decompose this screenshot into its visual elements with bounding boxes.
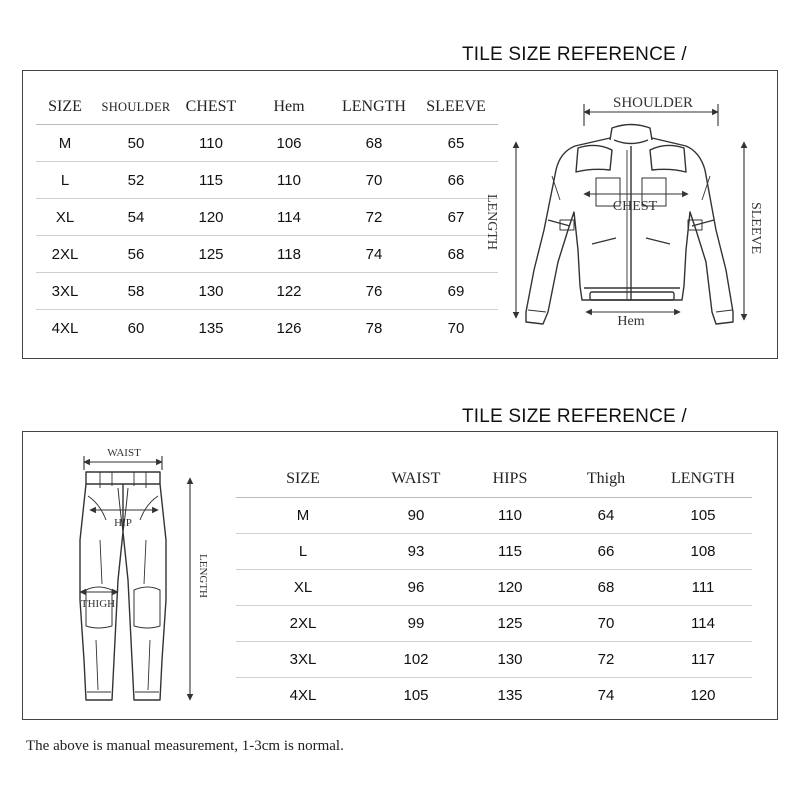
sleeve-cell: 66 — [414, 162, 498, 199]
pants-col-thigh: Thigh — [558, 461, 654, 498]
waist-cell: 96 — [370, 570, 462, 606]
thigh-cell: 68 — [558, 570, 654, 606]
hip-label: HIP — [114, 517, 132, 529]
table-row — [36, 125, 498, 162]
jacket-table-header-row — [36, 90, 498, 125]
shoulder-cell: 52 — [94, 162, 178, 199]
table-row — [36, 236, 498, 273]
size-cell: L — [36, 162, 94, 199]
hips-cell: 135 — [497, 687, 523, 704]
length-cell: 74 — [334, 236, 414, 273]
hem-cell: 110 — [244, 162, 334, 199]
waist-cell: 102 — [370, 642, 462, 678]
length-cell: 120 — [690, 687, 716, 704]
chest-cell: 115 — [178, 162, 244, 199]
hem-cell: 114 — [244, 199, 334, 236]
length-cell: 108 — [654, 534, 752, 570]
table-row — [236, 606, 752, 642]
sleeve-cell: 65 — [414, 125, 498, 162]
sleeve-cell: 70 — [447, 319, 465, 337]
sleeve-cell: 69 — [414, 273, 498, 310]
thigh-label: THIGH — [80, 598, 116, 610]
length-cell: 117 — [654, 642, 752, 678]
jacket-col-hem: Hem — [244, 90, 334, 125]
jacket-col-shoulder: SHOULDER — [94, 90, 178, 125]
chest-cell: 125 — [178, 236, 244, 273]
length-cell: 76 — [334, 273, 414, 310]
size-cell: XL — [236, 570, 370, 606]
table-row — [236, 498, 752, 534]
thigh-cell: 74 — [597, 687, 615, 704]
pants-heading: TILE SIZE REFERENCE / — [462, 406, 687, 427]
table-row — [36, 310, 498, 347]
size-cell: 4XL — [289, 687, 317, 704]
jacket-heading: TILE SIZE REFERENCE / — [462, 44, 687, 65]
hem-cell: 106 — [244, 125, 334, 162]
hips-cell: 115 — [462, 534, 558, 570]
table-row — [36, 199, 498, 236]
length-cell: 105 — [654, 498, 752, 534]
length-cell: 114 — [654, 606, 752, 642]
thigh-cell: 64 — [558, 498, 654, 534]
pants-col-length: LENGTH — [654, 461, 752, 498]
table-row — [36, 162, 498, 199]
waist-cell: 99 — [370, 606, 462, 642]
size-cell: 4XL — [51, 319, 79, 337]
chest-label: CHEST — [612, 199, 658, 214]
waist-cell: 90 — [370, 498, 462, 534]
length-cell: 72 — [334, 199, 414, 236]
table-row — [236, 678, 752, 714]
sleeve-cell: 68 — [414, 236, 498, 273]
hem-cell: 122 — [244, 273, 334, 310]
shoulder-cell: 50 — [94, 125, 178, 162]
size-cell: L — [236, 534, 370, 570]
length-cell: 78 — [365, 319, 383, 337]
size-cell: 2XL — [236, 606, 370, 642]
measurement-footnote: The above is manual measurement, 1-3cm is normal. — [26, 738, 344, 754]
jacket-diagram — [470, 80, 775, 352]
table-row — [236, 534, 752, 570]
shoulder-cell: 56 — [94, 236, 178, 273]
sleeve-label: SLEEVE — [748, 201, 763, 255]
hem-cell: 118 — [244, 236, 334, 273]
jacket-col-size: SIZE — [36, 90, 94, 125]
shoulder-cell: 60 — [127, 319, 145, 337]
jacket-size-table — [36, 90, 498, 346]
thigh-cell: 72 — [558, 642, 654, 678]
hips-cell: 110 — [462, 498, 558, 534]
jacket-col-sleeve: SLEEVE — [414, 90, 498, 125]
size-cell: 2XL — [36, 236, 94, 273]
hips-cell: 125 — [462, 606, 558, 642]
size-cell: XL — [36, 199, 94, 236]
length-label: LENGTH — [197, 554, 209, 598]
jacket-outline-icon — [526, 125, 733, 325]
table-row — [36, 273, 498, 310]
chest-cell: 135 — [198, 319, 224, 337]
jacket-col-length: LENGTH — [334, 90, 414, 125]
pants-col-hips: HIPS — [462, 461, 558, 498]
hem-cell: 126 — [276, 319, 302, 337]
chest-cell: 110 — [178, 125, 244, 162]
table-row — [236, 570, 752, 606]
thigh-cell: 66 — [558, 534, 654, 570]
hips-cell: 130 — [462, 642, 558, 678]
size-cell: M — [236, 498, 370, 534]
pants-diagram — [40, 440, 230, 715]
shoulder-label: SHOULDER — [612, 95, 694, 111]
hips-cell: 120 — [462, 570, 558, 606]
pants-table-header-row — [236, 461, 752, 498]
pants-outline-icon — [80, 472, 166, 700]
length-label: LENGTH — [484, 194, 499, 250]
chest-cell: 120 — [178, 199, 244, 236]
shoulder-cell: 58 — [94, 273, 178, 310]
table-row — [236, 642, 752, 678]
pants-size-table — [236, 461, 752, 713]
size-cell: M — [36, 125, 94, 162]
length-cell: 70 — [334, 162, 414, 199]
hem-label: Hem — [617, 314, 645, 329]
shoulder-cell: 54 — [94, 199, 178, 236]
waist-cell: 93 — [370, 534, 462, 570]
waist-cell: 105 — [403, 687, 429, 704]
size-cell: 3XL — [36, 273, 94, 310]
thigh-cell: 70 — [558, 606, 654, 642]
pants-col-waist: WAIST — [370, 461, 462, 498]
sleeve-cell: 67 — [414, 199, 498, 236]
jacket-col-chest: CHEST — [178, 90, 244, 125]
length-cell: 111 — [654, 570, 752, 606]
pants-col-size: SIZE — [236, 461, 370, 498]
waist-label: WAIST — [107, 447, 141, 459]
size-cell: 3XL — [236, 642, 370, 678]
length-cell: 68 — [334, 125, 414, 162]
chest-cell: 130 — [178, 273, 244, 310]
